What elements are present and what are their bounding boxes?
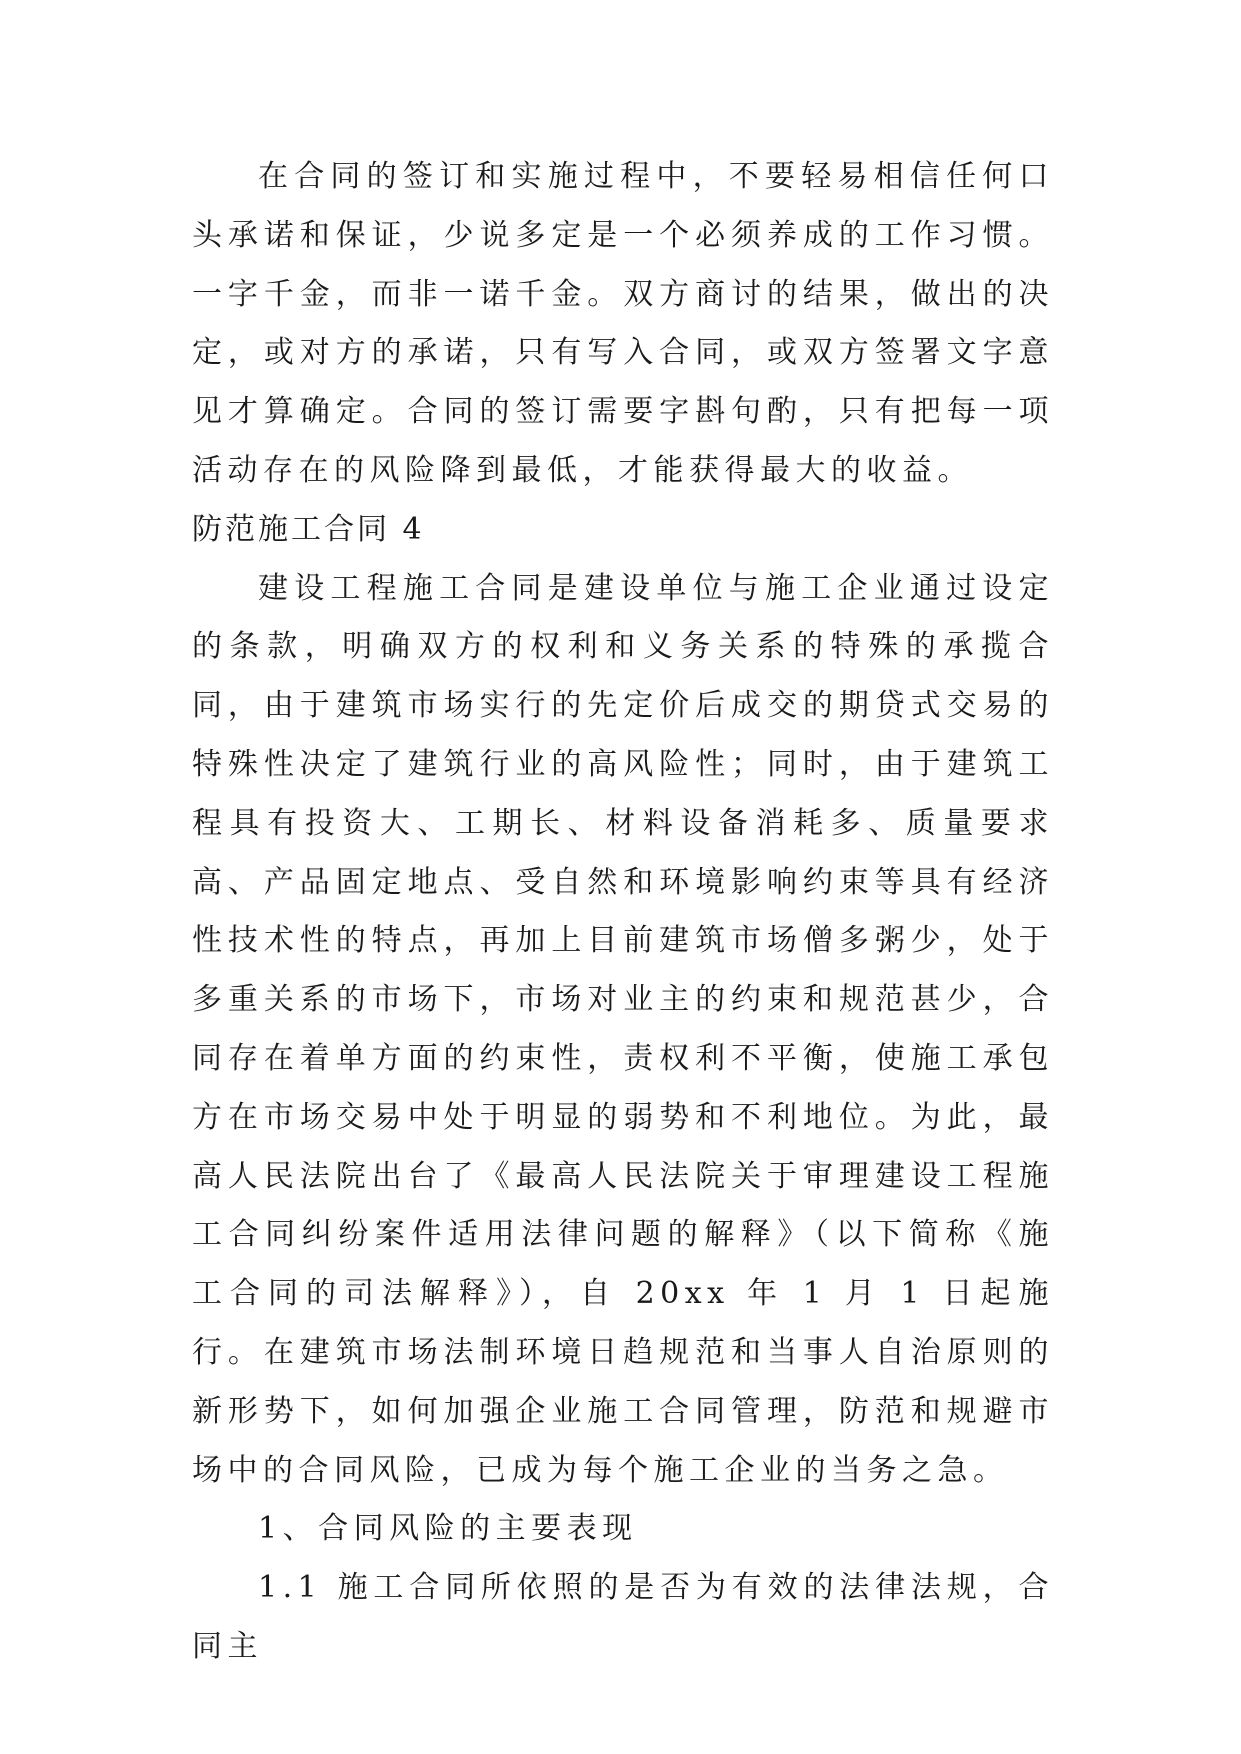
paragraph: 在合同的签订和实施过程中，不要轻易相信任何口头承诺和保证，少说多定是一个必须养成的工作习惯。一字千金，而非一诺千金。双方商讨的结果，做出的决定，或对方的承诺，只有写入合同，或双方签署文字意见才算确定。合同的签订需要字斟句酌，只有把每一项活动存在的风险降到最低，才能获得最大的收益。 xyxy=(192,159,1054,488)
subheading: 1、合同风险的主要表现 xyxy=(258,1511,638,1547)
paragraph: 建设工程施工合同是建设单位与施工企业通过设定的条款，明确双方的权利和义务关系的特殊的承揽合同，由于建筑市场实行的先定价后成交的期贷式交易的特殊性决定了建筑行业的高风险性；同时，由于建筑工程具有投资大、工期长、材料设备消耗多、质量要求高、产品固定地点、受自然和环境影响约束等具有经济性技术性的特点，再加上目前建筑市场僧多粥少，处于多重关系的市场下，市场对业主的约束和规范甚少，合同存在着单方面的约束性，责权利不平衡，使施工承包方在市场交易中处于明显的弱势和不利地位。为此，最高人民法院出台了《最高人民法院关于审理建设工程施工合同纠纷案件适用法律问题的解释》（以下简称《施工合同的司法解释》），自 20xx 年 1 月 1 日起施行。在建筑市场法制环境日趋规范和当事人自治原则的新形势下，如何加强企业施工合同管理，防范和规避市场中的合同风险，已成为每个施工企业的当务之急。 xyxy=(192,570,1054,1488)
document-body xyxy=(192,148,1054,1677)
paragraph: 1.1 施工合同所依照的是否为有效的法律法规，合同主 xyxy=(192,1570,1054,1664)
section-heading: 防范施工合同 4 xyxy=(192,511,425,547)
